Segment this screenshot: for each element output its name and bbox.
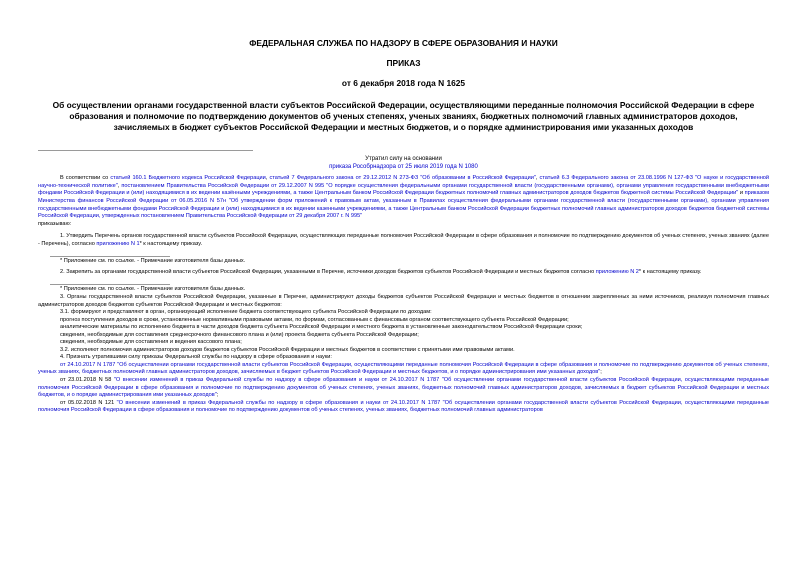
header-divider [38,150,253,151]
text: 2. Закрепить за органами государственной власти субъектов Российской Федерации, указанными в Перечне, источники доходов бюджетов субъектов Российской Федерации и местных бюджетов согласно [60,268,596,275]
appendix-1-link[interactable]: приложению N 1 [96,240,140,247]
repeal-link[interactable]: приказа Рособрнадзора от 25 июля 2019 года N 1080 [329,164,478,171]
list-item: сведения, необходимые для составления и ведения кассового плана; [60,339,242,346]
repealed-order-link[interactable]: "О внесении изменений в приказ Федеральной службы по надзору в сфере образования и науки от 24.10.2017 N 1787 "Об осуществлении органами государственной власти субъектов Российской Федерации, осуществляющими переданные полномочия Российской Федерации в сфере образования и полномочие по подтверждению документов об ученых степенях, ученых званиях, бюджетных полномочий главных администраторов доходов, зачисляемых в бюджет субъектов Российской Федерации и местных бюджетов, и о порядке администрирования ими указанных доходов" [38,376,769,399]
list-item: сведения, необходимые для составления среднесрочного финансового плана и (или) проекта бюджета субъекта Российской Федерации; [60,331,419,338]
text: , [117,182,122,189]
document-body [38,175,769,414]
preamble-paragraph [38,175,769,220]
footnote: * Приложение см. по ссылке. - Примечание изготовителя базы данных. [60,286,246,293]
document-type: ПРИКАЗ [386,58,421,68]
item-1-paragraph [38,233,769,248]
text: от 05.02.2018 N 121 [60,399,117,406]
law-link[interactable]: постановлением Правительства Российской Федерации от 29.12.2007 N 995 "О порядке осуществления федеральными органами государственной власти (государственными органами), органами управления государственными внебюджетными фондами Российской Федерации и (или) находящимися в их ведении казёнными учреждениями, а также Центральным банком Российской Федерации бюджетных полномочий главных администраторов доходов бюджетов бюджетной системы Российской Федерации" [38,182,770,197]
repealed-order-item [38,400,769,415]
appendix-2-link[interactable]: приложению N 2 [595,268,639,275]
repeal-notice [38,155,769,171]
text: * к настоящему приказу. [139,240,203,247]
law-link[interactable]: статьей 160.1 Бюджетного кодекса Российской Федерации [110,175,266,182]
agency-name: ФЕДЕРАЛЬНАЯ СЛУЖБА ПО НАДЗОРУ В СФЕРЕ ОБРАЗОВАНИЯ И НАУКИ [249,38,558,48]
item-3-2-paragraph: 3.2. исполняют полномочия администраторов доходов бюджетов субъектов Российской Федерации и местных бюджетов в соответствии с принятыми ими правовыми актами. [60,346,515,353]
text: В соответствии со [60,175,111,182]
repealed-order-link[interactable]: "О внесении изменений в приказ Федеральной службы по надзору в сфере образования и науки от 24.10.2017 N 1787 "Об осуществлении органами государственной власти субъектов Российской Федерации, осуществляющими переданные полномочия Российской Федерации в сфере образования и полномочие по подтверждению документов об ученых степенях, ученых званиях, бюджетных полномочий главных администраторов [38,399,769,414]
order-word: приказываю: [38,220,72,227]
text: от 23.01.2018 N 58 [60,376,114,383]
list-item: аналитические материалы по исполнению бюджета в части доходов бюджета субъекта Российской Федерации и местного бюджета в установленные законодательством Российской Федерации сроки; [60,324,583,331]
item-4-paragraph: 4. Признать утратившими силу приказы Федеральной службы по надзору в сфере образования и науки: [60,354,332,361]
footnote-divider [50,284,170,285]
text: , [265,175,270,182]
list-item: прогноз поступления доходов в сроки, установленные нормативными правовыми актами, по формам, согласованным с финансовым органом соответствующего субъекта Российской Федерации; [60,316,569,323]
text: * к настоящему приказу. [638,268,702,275]
item-3-paragraph: 3. Органы государственной власти субъектов Российской Федерации, указанные в Перечне, администрируют доходы бюджетов субъектов Российской Федерации и местных бюджетов в отношении закрепленных за ними источников, реализуя полномочия главных администраторов доходов бюджетов субъектов Российской Федерации и местных бюджетов: [38,293,769,308]
item-3-1-paragraph: 3.1. формируют и представляют в орган, организующий исполнение бюджета соответствующего субъекта Российской Федерации по доходам: [60,309,432,316]
text: и [738,190,745,197]
text: ; [216,392,219,399]
law-link[interactable]: статьей 6.3 Федерального закона от 23.08.1996 N 127-ФЗ "О науке и государственной научно-технической политике" [38,175,770,189]
repeal-text: Утратил силу на основании [365,156,442,163]
repealed-order-item [38,362,769,377]
footnote: * Приложение см. по ссылке. - Примечание изготовителя базы данных. [60,258,246,265]
text: ; [600,369,602,376]
text: 1. Утвердить Перечень органов государственной власти субъектов Российской Федерации, осуществляющих переданные полномочия Российской Федерации в сфере образования и полномочие по подтверждению документов об ученых степенях, ученых званиях (далее - Перечень), согласно [38,233,769,247]
repealed-order-item [38,377,769,400]
text: , [535,175,540,182]
document-title: Об осуществлении органами государственной власти субъектов Российской Федерации, осуществляющими переданные полномочия Российской Федерации в сфере образования и полномочие по подтверждению документов об ученых степенях, ученых званиях, бюджетных полномочий главных администраторов доходов, зачисляемых в бюджет субъектов Российской Федерации и местных бюджетов, и о порядке администрирования ими указанных доходов [52,100,755,132]
law-link[interactable]: статьей 7 Федерального закона от 29.12.2012 N 273-ФЗ "Об образовании в Российской Федерации" [269,175,536,182]
repealed-order-link[interactable]: от 24.10.2017 N 1787 "Об осуществлении органами государственной власти субъектов Российской Федерации, осуществляющими переданные полномочия Российской Федерации в сфере образования и полномочие по подтверждению документов об ученых степенях, ученых званиях, бюджетных полномочий главных администраторов доходов, зачисляемых в бюджет субъектов Российской Федерации и местных бюджетов, и о порядке администрирования ими указанных доходов" [38,361,769,376]
item-2-paragraph [38,269,769,277]
law-link[interactable]: приказом Министерства финансов Российской Федерации от 06.05.2016 N 57н "Об утверждении форм приложений к правовым актам, указанным в Правилах осуществления федеральными органами государственной власти (государственными органами), органами управления государственными внебюджетными фондами Российской Федерации и (или) находящимися в их ведении казенными учреждениями, а также Центральным банком Российской Федерации бюджетных полномочий главных администраторов доходов бюджетов бюджетной системы Российской Федерации, утвержденных постановлением Правительства Российской Федерации от 29 декабря 2007 г. N 995" [38,190,769,220]
document-date: от 6 декабря 2018 года N 1625 [341,78,466,88]
footnote-divider [50,256,170,257]
